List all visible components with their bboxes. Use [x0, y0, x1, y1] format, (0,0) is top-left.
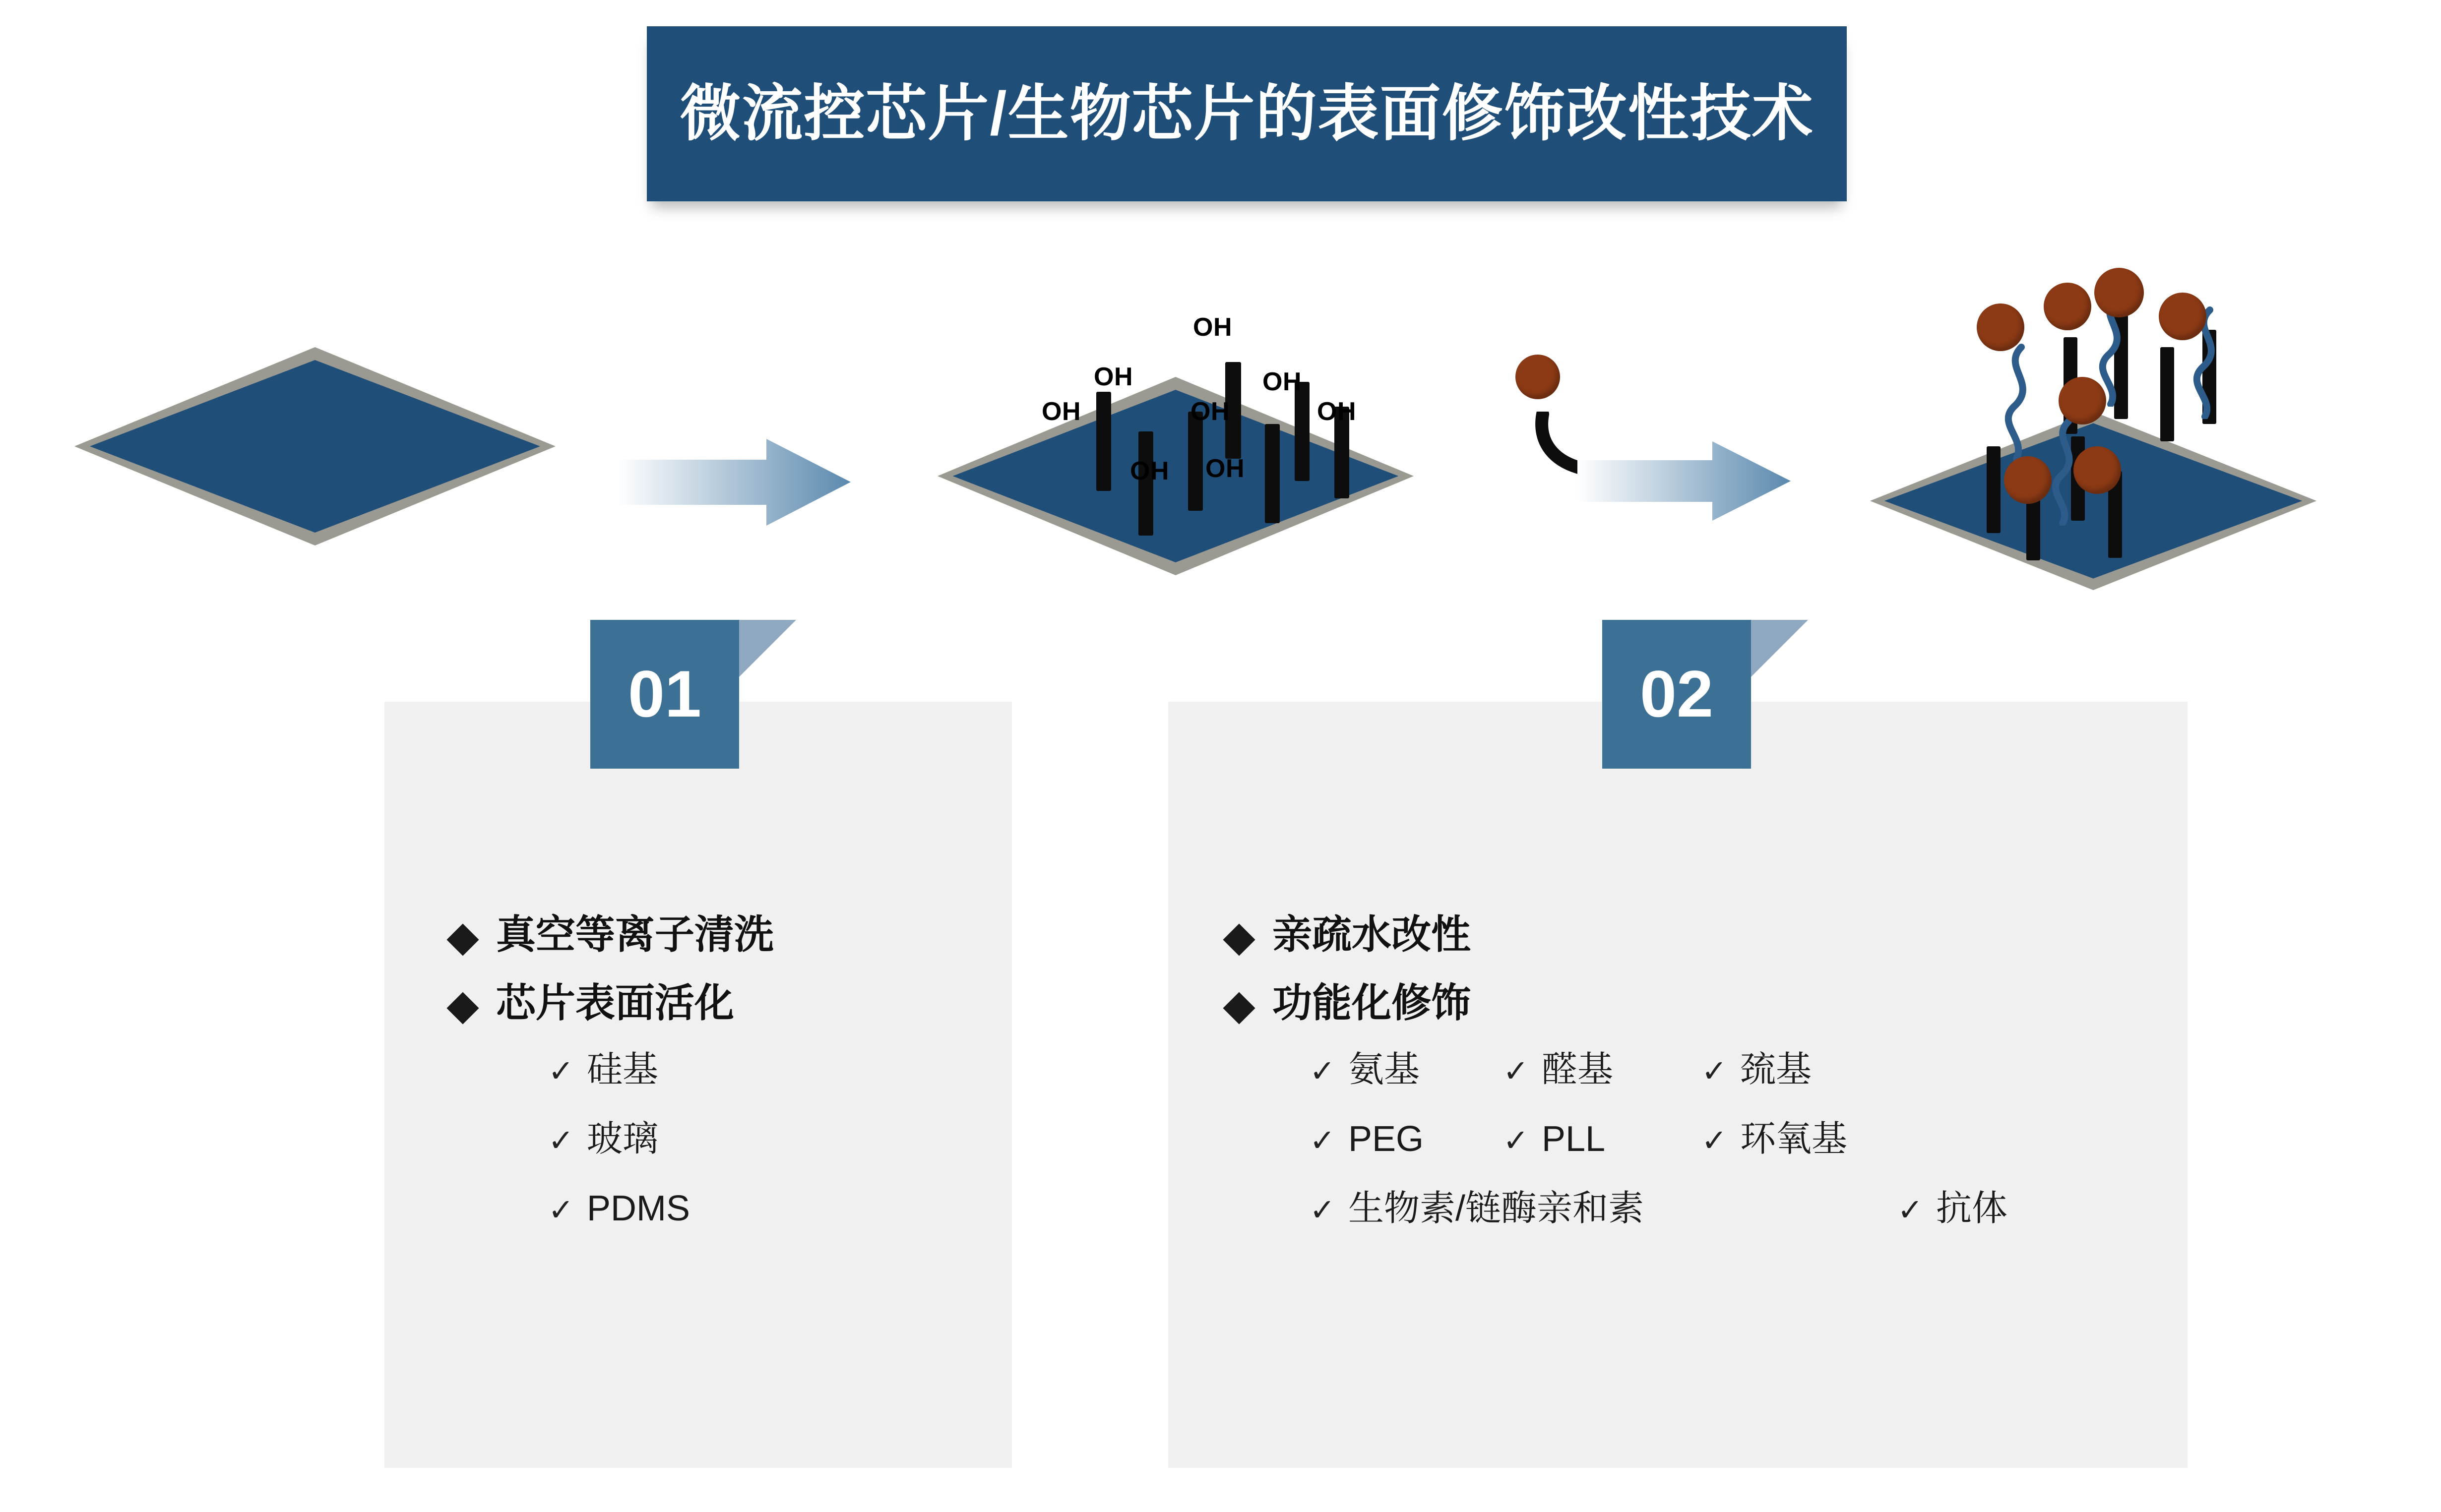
- slide-title: 微流控芯片/生物芯片的表面修饰改性技术: [680, 79, 1814, 148]
- check-icon: ✓: [548, 1193, 574, 1227]
- check-label: PDMS: [586, 1189, 690, 1228]
- diamond-inner-surface: [90, 360, 540, 533]
- surface-rod: [1096, 392, 1111, 491]
- check-item: [1701, 1121, 1847, 1157]
- check-row: [548, 1121, 992, 1157]
- check-label: 环氧基: [1740, 1119, 1847, 1159]
- check-item: [1503, 1052, 1701, 1088]
- bullet-item: [451, 983, 992, 1023]
- arrow-right-1-icon: [618, 439, 851, 526]
- diamond-bullet-icon: [446, 992, 479, 1024]
- check-item: [1701, 1052, 1812, 1088]
- check-item: [548, 1121, 658, 1157]
- check-icon: ✓: [1701, 1054, 1727, 1089]
- check-icon: ✓: [1503, 1124, 1529, 1158]
- bullet-item: [451, 912, 992, 957]
- check-label: 巯基: [1740, 1050, 1812, 1089]
- check-icon: ✓: [1310, 1193, 1335, 1227]
- molecule-bead-incoming: [1515, 355, 1560, 399]
- check-item: [1310, 1191, 1897, 1226]
- slide-title-bar: [647, 26, 1847, 201]
- check-icon: ✓: [1701, 1124, 1727, 1158]
- check-item: [1897, 1191, 2007, 1226]
- diamond-shape: [74, 347, 556, 545]
- check-icon: ✓: [548, 1054, 574, 1089]
- check-icon: ✓: [1897, 1193, 1923, 1227]
- step-number: 01: [628, 657, 701, 731]
- check-label: 生物素/链酶亲和素: [1348, 1189, 1644, 1228]
- diamond-bullet-icon: [1223, 992, 1255, 1024]
- check-item: [548, 1052, 658, 1088]
- bullet-item: [1228, 912, 2168, 957]
- step-panel-02: [1168, 702, 2188, 1468]
- check-item: [1310, 1052, 1503, 1088]
- molecule-bead: [1977, 303, 2024, 351]
- bullet-label: 芯片表面活化: [496, 981, 734, 1025]
- check-row: [548, 1191, 992, 1226]
- oh-label: OH: [1317, 397, 1356, 426]
- step-01-content: [451, 912, 992, 1228]
- diamond-bullet-icon: [1223, 923, 1255, 956]
- step-flag-body: [1602, 620, 1751, 769]
- molecule-bead: [2044, 283, 2091, 330]
- oh-label: OH: [1094, 363, 1133, 391]
- check-item: [1310, 1121, 1503, 1157]
- bullet-label: 功能化修饰: [1272, 981, 1471, 1025]
- check-label: 玻璃: [586, 1119, 658, 1159]
- oh-label: OH: [1262, 367, 1302, 396]
- molecule-bead: [2094, 268, 2144, 317]
- bullet-label: 真空等离子清洗: [496, 912, 774, 957]
- check-row: [1310, 1052, 2168, 1088]
- surface-rod: [2160, 347, 2174, 441]
- diamond-bullet-icon: [446, 923, 479, 956]
- check-label: 硅基: [586, 1050, 658, 1089]
- step-02-content: [1228, 912, 2168, 1228]
- molecule-bead: [2059, 377, 2106, 424]
- step-flag-fold: [739, 620, 796, 677]
- bullet-label: 亲疏水改性: [1272, 912, 1471, 957]
- surface-rod: [1295, 382, 1310, 481]
- check-row: [548, 1052, 992, 1088]
- step-panel-01: [384, 702, 1012, 1468]
- chip-diamond-bare: [74, 347, 556, 545]
- molecule-bead: [2073, 446, 2121, 494]
- check-label: 氨基: [1348, 1050, 1420, 1089]
- oh-label: OH: [1042, 397, 1081, 426]
- check-item: [1503, 1121, 1701, 1157]
- check-label: PLL: [1541, 1119, 1606, 1159]
- check-item: [548, 1191, 690, 1226]
- surface-rod: [1188, 412, 1203, 511]
- oh-label: OH: [1193, 313, 1232, 342]
- step-flag-fold: [1751, 620, 1808, 677]
- bullet-item: [1228, 983, 2168, 1023]
- check-label: 抗体: [1936, 1189, 2007, 1228]
- oh-label: OH: [1130, 457, 1169, 485]
- check-row: [1310, 1191, 2168, 1226]
- step-flag-body: [590, 620, 739, 769]
- molecule-bead: [2004, 456, 2052, 504]
- oh-label: OH: [1190, 397, 1230, 426]
- check-icon: ✓: [1503, 1054, 1529, 1089]
- check-row: [1310, 1121, 2168, 1157]
- check-icon: ✓: [1310, 1124, 1335, 1158]
- oh-label: OH: [1205, 454, 1245, 483]
- molecule-bead: [2159, 293, 2206, 340]
- surface-rod: [1265, 424, 1280, 523]
- check-icon: ✓: [548, 1124, 574, 1158]
- arrow-right-2-icon: [1577, 441, 1791, 521]
- check-label: 醛基: [1541, 1050, 1613, 1089]
- step-number: 02: [1640, 657, 1713, 731]
- check-icon: ✓: [1310, 1054, 1335, 1089]
- check-label: PEG: [1348, 1119, 1424, 1159]
